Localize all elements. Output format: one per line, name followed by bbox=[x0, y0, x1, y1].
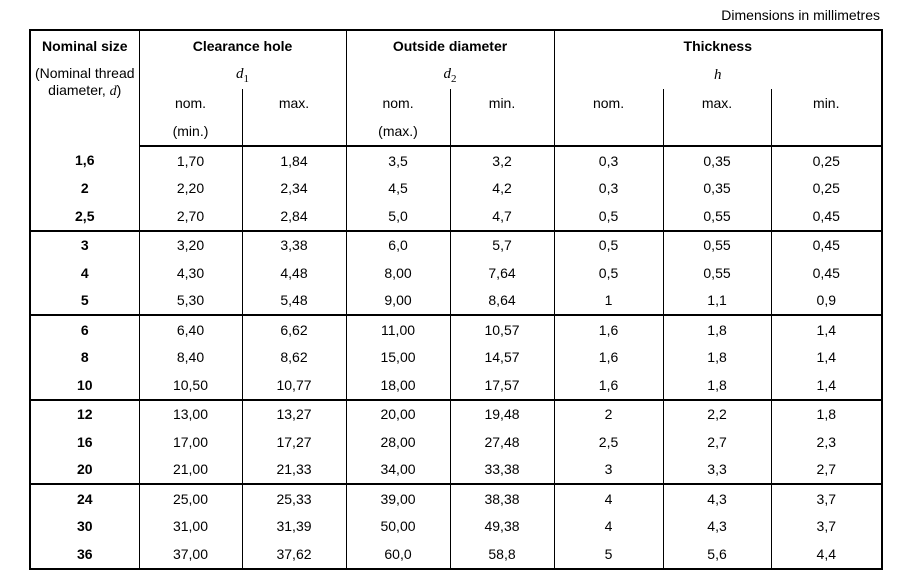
cell-h-nom: 4 bbox=[554, 484, 663, 513]
cell-d2-nom: 6,0 bbox=[346, 231, 450, 260]
cell-h-min: 2,7 bbox=[771, 456, 882, 485]
header-nominal-size: Nominal size bbox=[30, 30, 139, 61]
cell-d1-max: 17,27 bbox=[242, 428, 346, 456]
cell-d1-max: 2,34 bbox=[242, 175, 346, 203]
cell-d1-nom: 21,00 bbox=[139, 456, 242, 485]
nominal-desc-suffix: ) bbox=[116, 82, 122, 98]
dimensions-table bbox=[29, 29, 883, 570]
subheader-d1-empty bbox=[242, 117, 346, 146]
cell-d1-max: 4,48 bbox=[242, 259, 346, 287]
cell-d1-nom: 1,70 bbox=[139, 146, 242, 175]
table-row bbox=[30, 371, 882, 400]
symbol-d2 bbox=[346, 61, 554, 89]
subheader-d1-max: max. bbox=[242, 89, 346, 117]
cell-size: 16 bbox=[30, 428, 139, 456]
cell-d2-min: 4,7 bbox=[450, 202, 554, 231]
table-row bbox=[30, 513, 882, 541]
units-note: Dimensions in millimetres bbox=[721, 7, 880, 23]
cell-d2-nom: 8,00 bbox=[346, 259, 450, 287]
cell-size: 2,5 bbox=[30, 202, 139, 231]
cell-h-max: 0,55 bbox=[663, 231, 771, 260]
cell-size: 10 bbox=[30, 371, 139, 400]
cell-h-max: 4,3 bbox=[663, 513, 771, 541]
cell-d1-nom: 25,00 bbox=[139, 484, 242, 513]
cell-d1-max: 21,33 bbox=[242, 456, 346, 485]
header-thickness: Thickness bbox=[683, 38, 752, 54]
cell-d2-min: 7,64 bbox=[450, 259, 554, 287]
cell-h-nom: 0,5 bbox=[554, 231, 663, 260]
subheader-h-max: max. bbox=[663, 89, 771, 117]
header-nominal-description bbox=[30, 61, 139, 146]
cell-d1-max: 3,38 bbox=[242, 231, 346, 260]
table-body bbox=[30, 146, 882, 569]
cell-h-max: 3,3 bbox=[663, 456, 771, 485]
cell-d1-nom: 4,30 bbox=[139, 259, 242, 287]
cell-size: 12 bbox=[30, 400, 139, 429]
cell-d1-max: 10,77 bbox=[242, 371, 346, 400]
header-clearance-hole: Clearance hole bbox=[139, 30, 346, 61]
cell-d2-min: 58,8 bbox=[450, 540, 554, 569]
cell-d2-nom: 15,00 bbox=[346, 344, 450, 372]
table-row bbox=[30, 540, 882, 569]
cell-d2-nom: 9,00 bbox=[346, 287, 450, 316]
cell-h-min: 0,25 bbox=[812, 180, 840, 197]
cell-h-nom: 0,5 bbox=[554, 259, 663, 287]
table-header bbox=[30, 30, 882, 146]
cell-size: 2 bbox=[30, 175, 139, 203]
nominal-desc-var: d bbox=[109, 84, 117, 99]
cell-h-nom: 1,6 bbox=[554, 371, 663, 400]
table-row bbox=[30, 287, 882, 316]
cell-h-max: 0,55 bbox=[663, 202, 771, 231]
cell-size: 20 bbox=[30, 456, 139, 485]
cell-h-min: 4,4 bbox=[771, 540, 882, 569]
table-row bbox=[30, 259, 882, 287]
cell-h-min: 1,4 bbox=[816, 321, 836, 338]
table-row bbox=[30, 202, 882, 231]
cell-h-min: 0,25 bbox=[812, 152, 840, 169]
cell-h-nom: 1 bbox=[554, 287, 663, 316]
cell-h-max: 4,3 bbox=[663, 484, 771, 513]
cell-size: 24 bbox=[30, 484, 139, 513]
cell-size: 1,6 bbox=[30, 146, 139, 175]
cell-h-nom: 0,3 bbox=[554, 146, 663, 175]
cell-h-nom: 4 bbox=[554, 513, 663, 541]
cell-d2-min: 49,38 bbox=[450, 513, 554, 541]
cell-h-max: 5,6 bbox=[663, 540, 771, 569]
cell-d2-nom: 3,5 bbox=[346, 146, 450, 175]
table-row bbox=[30, 175, 882, 203]
cell-d1-max: 13,27 bbox=[242, 400, 346, 429]
cell-d2-nom: 20,00 bbox=[346, 400, 450, 429]
cell-d2-nom: 34,00 bbox=[346, 456, 450, 485]
cell-d2-min: 8,64 bbox=[450, 287, 554, 316]
cell-h-min: 3,7 bbox=[816, 490, 836, 507]
subheader-h-max-empty bbox=[663, 117, 771, 146]
table-row bbox=[30, 146, 882, 175]
cell-d2-min: 4,2 bbox=[450, 175, 554, 203]
cell-h-min: 1,4 bbox=[771, 371, 882, 400]
cell-d1-nom: 2,70 bbox=[139, 202, 242, 231]
subheader-h-min-empty bbox=[771, 117, 882, 146]
cell-h-max: 1,8 bbox=[663, 344, 771, 372]
subheader-h-min: min. bbox=[813, 95, 840, 111]
cell-h-max: 2,2 bbox=[663, 400, 771, 429]
cell-h-max: 0,35 bbox=[663, 146, 771, 175]
cell-d1-max: 8,62 bbox=[242, 344, 346, 372]
cell-d1-max: 31,39 bbox=[242, 513, 346, 541]
cell-d1-nom: 6,40 bbox=[139, 315, 242, 344]
table-row bbox=[30, 315, 882, 344]
symbol-h: h bbox=[714, 66, 722, 83]
cell-d1-max: 25,33 bbox=[242, 484, 346, 513]
cell-d1-nom: 10,50 bbox=[139, 371, 242, 400]
cell-size: 8 bbox=[30, 344, 139, 372]
subheader-d1-nom: nom. bbox=[139, 89, 242, 117]
cell-h-nom: 1,6 bbox=[554, 315, 663, 344]
d2-symbol-letter: d bbox=[443, 65, 452, 82]
cell-d1-max: 5,48 bbox=[242, 287, 346, 316]
cell-h-nom: 2,5 bbox=[554, 428, 663, 456]
cell-h-min: 0,45 bbox=[771, 202, 882, 231]
cell-h-nom: 2 bbox=[554, 400, 663, 429]
subheader-h-nom-empty bbox=[554, 117, 663, 146]
cell-d1-max: 6,62 bbox=[242, 315, 346, 344]
cell-d2-min: 19,48 bbox=[450, 400, 554, 429]
table-row bbox=[30, 231, 882, 260]
subheader-d2-nom: nom. bbox=[346, 89, 450, 117]
cell-h-min: 3,7 bbox=[816, 518, 836, 535]
table-row bbox=[30, 344, 882, 372]
cell-h-min: 0,45 bbox=[812, 264, 840, 281]
cell-d2-nom: 5,0 bbox=[346, 202, 450, 231]
table-row bbox=[30, 428, 882, 456]
table-row bbox=[30, 400, 882, 429]
cell-d2-min: 3,2 bbox=[450, 146, 554, 175]
cell-h-max: 0,55 bbox=[663, 259, 771, 287]
cell-h-nom: 0,5 bbox=[554, 202, 663, 231]
cell-d1-nom: 31,00 bbox=[139, 513, 242, 541]
cell-d2-nom: 50,00 bbox=[346, 513, 450, 541]
cell-d2-min: 38,38 bbox=[450, 484, 554, 513]
cell-d2-min: 27,48 bbox=[450, 428, 554, 456]
cell-size: 5 bbox=[30, 287, 139, 316]
cell-h-max: 1,8 bbox=[663, 315, 771, 344]
cell-h-nom: 0,3 bbox=[554, 175, 663, 203]
d1-symbol-letter: d bbox=[236, 65, 244, 82]
cell-d1-nom: 17,00 bbox=[139, 428, 242, 456]
cell-d1-nom: 13,00 bbox=[139, 400, 242, 429]
cell-h-max: 0,35 bbox=[663, 175, 771, 203]
symbol-d1 bbox=[139, 61, 346, 89]
header-outside-diameter: Outside diameter bbox=[346, 30, 554, 61]
cell-d2-min: 10,57 bbox=[450, 315, 554, 344]
cell-h-min: 2,3 bbox=[816, 433, 836, 450]
cell-d2-min: 33,38 bbox=[450, 456, 554, 485]
cell-d1-max: 1,84 bbox=[242, 146, 346, 175]
cell-h-nom: 5 bbox=[554, 540, 663, 569]
cell-d2-nom: 4,5 bbox=[346, 175, 450, 203]
subheader-d1-min-paren: (min.) bbox=[139, 117, 242, 146]
table-row bbox=[30, 456, 882, 485]
table-row bbox=[30, 484, 882, 513]
cell-d2-min: 5,7 bbox=[450, 231, 554, 260]
subheader-d2-min: min. bbox=[450, 89, 554, 117]
cell-size: 36 bbox=[30, 540, 139, 569]
cell-d2-nom: 11,00 bbox=[346, 315, 450, 344]
cell-d2-nom: 60,0 bbox=[346, 540, 450, 569]
subheader-d2-max-paren: (max.) bbox=[346, 117, 450, 146]
cell-h-min: 1,8 bbox=[816, 406, 836, 423]
d1-symbol-subscript: 1 bbox=[243, 72, 249, 85]
nominal-desc-prefix: (Nominal thread diameter, bbox=[34, 65, 135, 98]
cell-d2-min: 17,57 bbox=[450, 371, 554, 400]
cell-h-nom: 3 bbox=[554, 456, 663, 485]
cell-d1-nom: 3,20 bbox=[139, 231, 242, 260]
subheader-d2-empty bbox=[450, 117, 554, 146]
subheader-h-nom: nom. bbox=[554, 89, 663, 117]
cell-d1-nom: 5,30 bbox=[139, 287, 242, 316]
cell-d1-nom: 37,00 bbox=[139, 540, 242, 569]
cell-d1-nom: 8,40 bbox=[139, 344, 242, 372]
cell-h-max: 1,8 bbox=[663, 371, 771, 400]
cell-size: 6 bbox=[30, 315, 139, 344]
cell-h-nom: 1,6 bbox=[554, 344, 663, 372]
cell-d1-max: 37,62 bbox=[242, 540, 346, 569]
cell-d2-nom: 39,00 bbox=[346, 484, 450, 513]
cell-h-max: 2,7 bbox=[663, 428, 771, 456]
cell-h-max: 1,1 bbox=[663, 287, 771, 316]
cell-h-min: 0,9 bbox=[771, 287, 882, 316]
cell-size: 30 bbox=[30, 513, 139, 541]
cell-d2-nom: 18,00 bbox=[346, 371, 450, 400]
d2-symbol-subscript: 2 bbox=[451, 72, 457, 85]
cell-h-min: 0,45 bbox=[812, 237, 840, 254]
cell-d1-nom: 2,20 bbox=[139, 175, 242, 203]
cell-h-min: 1,4 bbox=[816, 349, 836, 366]
cell-d2-nom: 28,00 bbox=[346, 428, 450, 456]
cell-d1-max: 2,84 bbox=[242, 202, 346, 231]
cell-size: 4 bbox=[30, 259, 139, 287]
cell-d2-min: 14,57 bbox=[450, 344, 554, 372]
cell-size: 3 bbox=[30, 231, 139, 260]
